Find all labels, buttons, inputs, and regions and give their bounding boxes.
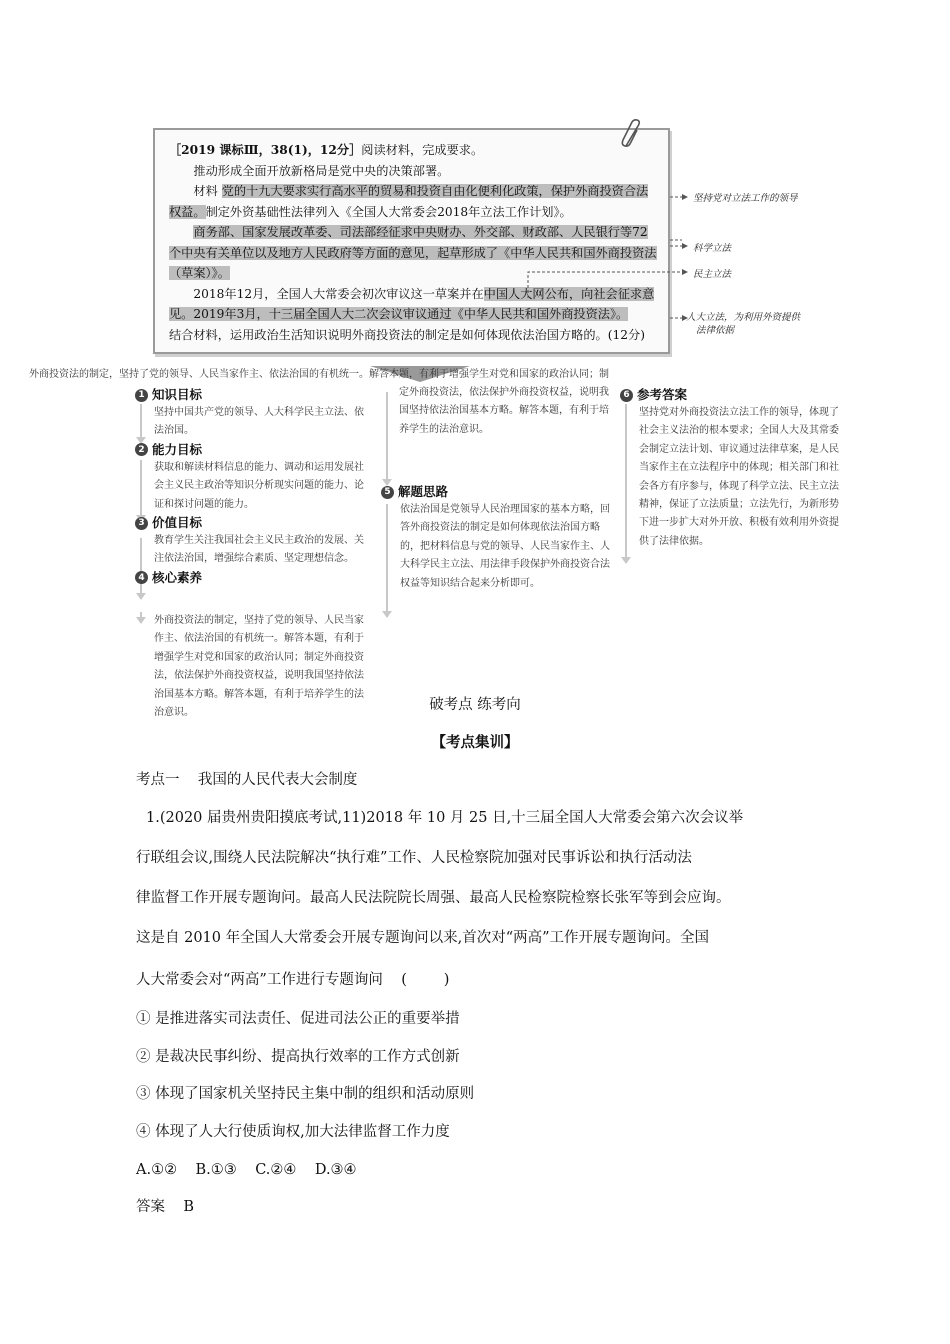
option-2: ② 是裁决民事纠纷、提高执行效率的工作方式创新 xyxy=(136,1049,460,1065)
material-text-1: 制定外资基础性法律列入《全国人大常委会2018年立法工作计划》。 xyxy=(205,204,572,219)
analysis-column-1 xyxy=(135,386,367,587)
annotation-scientific-legislation: 科学立法 xyxy=(693,243,732,254)
section-approach-title: 5 解题思路 xyxy=(381,483,613,501)
material-label: 材料 xyxy=(193,184,218,198)
flow-line xyxy=(386,392,388,480)
section-answer-text: 坚持党对外商投资法立法工作的领导，体现了社会主义法治的根本要求；全国人大及其常委会制定立法计划、审议通过法律草案，是人民当家作主在立法程序中的体现；相关部门和社会各方有序参与，体现了科学立法、民主立法精神，保证了立法质量；立法先行，为新形势下进一步扩大对外开放、积极有效利用外资提供了法律依据。 xyxy=(639,407,839,547)
number-badge: 4 xyxy=(135,571,148,584)
section-ability-title: 2 能力目标 xyxy=(135,441,367,459)
practice-subheading: 【考点集训】 xyxy=(431,734,519,751)
section-value-title: 3 价值目标 xyxy=(135,514,367,532)
section-core-text: 外商投资法的制定，坚持了党的领导、人民当家作主、依法治国的有机统一。解答本题，有利于增强学生对党和国家的政治认同；制定外商投资法，依法保护外商投资权益，说明我国坚持依法治国基本方略。解答本题，有利于培养学生的法治意识。 xyxy=(29,368,609,435)
annotation-party-leadership: 坚持党对立法工作的领导 xyxy=(693,193,798,204)
question-1-line-4: 这是自 2010 年全国人大常委会开展专题询问以来,首次对“两高”工作开展专题询问。全国 xyxy=(136,930,710,946)
material-highlight-1: 党的十九大要求实行高水平的贸易和投资自由化便利化政策，保护外商投资合法权益。 xyxy=(169,184,649,219)
question-text: 结合材料，运用政治生活知识说明外商投资法的制定是如何体现依法治国方略的。(12分) xyxy=(169,327,645,342)
paperclip-icon xyxy=(620,120,644,150)
material-highlight-2: 商务部、国家发展改革委、司法部经征求中央财办、外交部、财政部、人民银行等72个中央有关单位以及地方人民政府等方面的意见，起草形成了《中华人民共和国外商投资法（草案）》。 xyxy=(169,225,657,280)
number-badge: 6 xyxy=(620,389,633,402)
annotation-connectors xyxy=(500,180,695,330)
section-approach-text: 依法治国是党领导人民治理国家的基本方略，回答外商投资法的制定是如何体现依法治国方略的，把材料信息与党的领导、人民当家作主、人大科学民主立法、用法律手段保护外商投资合法权益等知识结合起来分析即可。 xyxy=(400,504,610,589)
flow-line xyxy=(140,612,142,618)
option-1: ① 是推进落实司法责任、促进司法公正的重要举措 xyxy=(136,1011,460,1027)
annotation-democratic-legislation: 民主立法 xyxy=(693,269,732,280)
section-answer-title: 6 参考答案 xyxy=(620,386,842,404)
question-line1: 推动形成全面开放新格局是党中央的决策部署。 xyxy=(193,163,450,178)
section-ability-text: 获取和解读材料信息的能力、调动和运用发展社会主义民主政治等知识分析现实问题的能力、论证和探讨问题的能力。 xyxy=(154,461,364,510)
number-badge: 1 xyxy=(135,389,148,402)
question-header xyxy=(169,140,659,161)
topic-title: 考点一 我国的人民代表大会制度 xyxy=(136,772,358,788)
practice-heading: 破考点 练考向 xyxy=(429,697,521,713)
number-badge: 2 xyxy=(135,443,148,456)
material-highlight-3: 中国人大网公布，向社会征求意见。 xyxy=(169,286,655,321)
analysis-column-3 xyxy=(620,386,842,551)
section-core-text-start: 外商投资法的制定，坚持了党的领导、人民当家作主、依法治国的有机统一。解答本题，有利于增强学生对党和国家的政治认同；制定外商投资法，依法保护外商投资权益，说明我国坚持依法治国基本方略。解答本题，有利于培养学生的法治意识。 xyxy=(154,615,364,719)
question-1-line-3: 律监督工作开展专题询问。最高人民法院院长周强、最高人民检察院检察长张军等到会应询。 xyxy=(136,890,731,906)
material-highlight-4: 2019年3月，十三届全国人大二次会议审议通过《中华人民共和国外商投资法》。 xyxy=(193,307,629,321)
question-1-line-1: 1.(2020 届贵州贵阳摸底考试,11)2018 年 10 月 25 日,十三届全国人大常委会第六次会议举 xyxy=(146,810,744,826)
question-1-line-5: 人大常委会对“两高”工作进行专题询问 ( ) xyxy=(136,972,450,988)
answer-choices: A.①② B.①③ C.②④ D.③④ xyxy=(136,1162,357,1178)
question-source: ［2019 课标Ⅲ，38(1)，12分］ xyxy=(169,143,362,157)
option-4: ④ 体现了人大行使质询权,加大法律监督工作力度 xyxy=(136,1124,450,1140)
section-value-text: 教育学生关注我国社会主义民主政治的发展、关注依法治国，增强综合素质、坚定理想信念。 xyxy=(154,535,364,565)
material-text-3: 2018年12月，全国人大常委会初次审议这一草案并在 xyxy=(193,286,484,301)
question-1-line-2: 行联组会议,围绕人民法院解决“执行难”工作、人民检察院加强对民事诉讼和执行活动法 xyxy=(136,850,692,866)
section-knowledge-text: 坚持中国共产党的领导、人大科学民主立法、依法治国。 xyxy=(154,407,364,437)
section-core-title: 4 核心素养 xyxy=(135,569,367,587)
option-3: ③ 体现了国家机关坚持民主集中制的组织和活动原则 xyxy=(136,1086,475,1102)
question-intro: 阅读材料，完成要求。 xyxy=(361,143,484,157)
analysis-column-2 xyxy=(381,483,613,593)
section-knowledge-title: 1 知识目标 xyxy=(135,386,367,404)
answer: 答案 B xyxy=(136,1199,195,1215)
annotation-npc-legislation: 人大立法，为利用外资提供 法律依据 xyxy=(686,312,801,336)
number-badge: 5 xyxy=(381,486,394,499)
number-badge: 3 xyxy=(135,517,148,530)
